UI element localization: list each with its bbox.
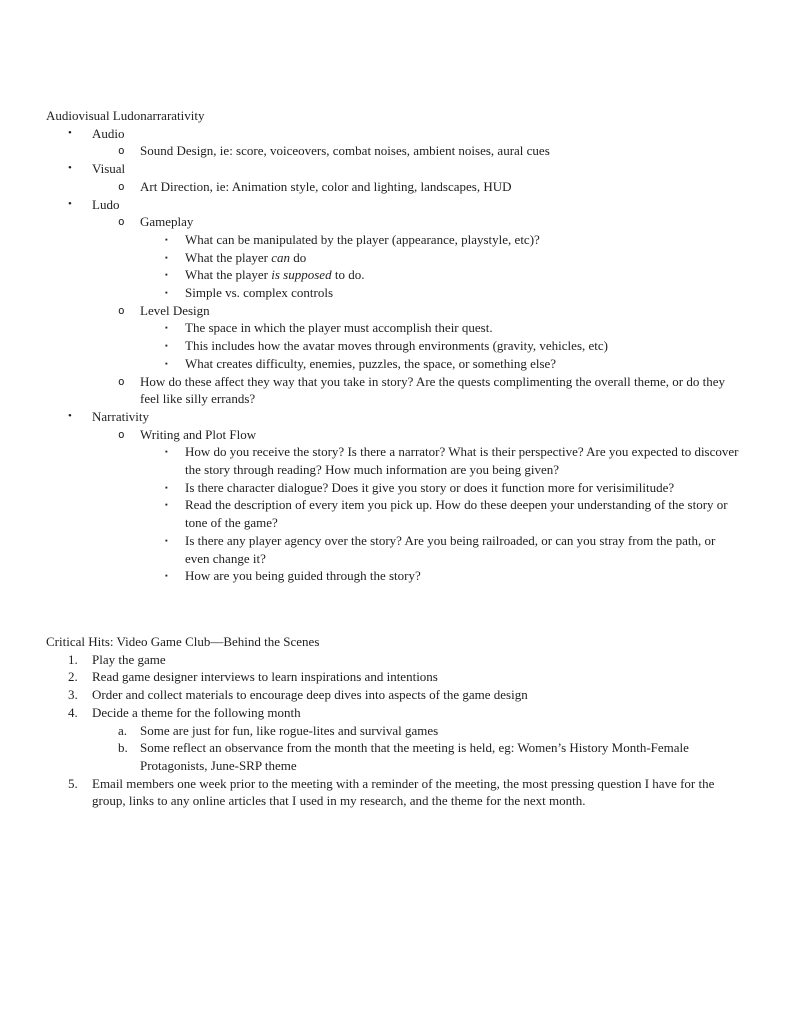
list-item-text	[92, 651, 743, 669]
list-item-text	[92, 408, 743, 426]
text-run: What creates difficulty, enemies, puzzles, the space, or something else?	[185, 355, 557, 371]
text-run: Some are just for fun, like rogue-lites and survival games	[140, 722, 439, 738]
list-item	[46, 668, 743, 686]
critical-hits-numbered-list	[46, 651, 743, 810]
list-item-text	[140, 302, 743, 320]
list-item	[46, 142, 743, 160]
list-item-text	[140, 213, 743, 231]
bullet-square-marker: ▪	[165, 571, 168, 581]
text-run: Is there any player agency over the story? Are you being railroaded, or can you stray from the path, or even change it?	[185, 532, 716, 566]
text-run: The space in which the player must accomplish their quest.	[185, 320, 493, 336]
bullet-square-marker: ▪	[165, 341, 168, 351]
text-run: Read game designer interviews to learn inspirations and intentions	[92, 669, 438, 685]
text-run: Visual	[92, 161, 126, 177]
bullet-square-marker: ▪	[165, 447, 168, 457]
list-item-text	[92, 196, 743, 214]
list-item	[46, 373, 743, 408]
text-run: Is there character dialogue? Does it give you story or does it function more for verisimilitude?	[185, 479, 675, 495]
list-item	[46, 302, 743, 320]
list-item-text	[185, 231, 743, 249]
text-run: Order and collect materials to encourage deep dives into aspects of the game design	[92, 687, 528, 703]
list-item-text	[92, 160, 743, 178]
list-item-text	[185, 266, 743, 284]
list-item	[46, 408, 743, 426]
list-item	[46, 704, 743, 722]
bullet-disc-marker: •	[68, 126, 72, 139]
bullet-disc-marker: •	[68, 409, 72, 422]
list-item	[46, 686, 743, 704]
list-item	[46, 355, 743, 373]
list-number-marker: 3.	[68, 687, 78, 703]
bullet-square-marker: ▪	[165, 535, 168, 545]
text-run: Audio	[92, 125, 125, 141]
list-item	[46, 775, 743, 810]
list-item-text	[185, 284, 743, 302]
ludonarrativity-outline-list	[46, 125, 743, 585]
section-ludonarrativity	[46, 107, 743, 585]
list-item	[46, 319, 743, 337]
text-run: Decide a theme for the following month	[92, 704, 301, 720]
text-run: Email members one week prior to the meeting with a reminder of the meeting, the most pressing question I have for the group, links to any online articles that I used in my research, and the theme for the next month.	[92, 775, 715, 809]
list-number-marker: 4.	[68, 704, 78, 720]
list-item-text	[140, 142, 743, 160]
text-run: How do you receive the story? Is there a narrator? What is their perspective? Are you expected to discover the story through reading? How much information are you being given?	[185, 444, 739, 478]
text-run: How are you being guided through the story?	[185, 568, 421, 584]
list-item	[46, 337, 743, 355]
bullet-circle-marker: o	[118, 144, 125, 158]
text-run: to do.	[331, 267, 365, 283]
list-item	[46, 739, 743, 774]
text-run: Read the description of every item you pick up. How do these deepen your understanding of the story or tone of the game?	[185, 497, 728, 531]
text-run: Writing and Plot Flow	[140, 426, 257, 442]
list-item-text	[185, 479, 743, 497]
list-item-text	[185, 443, 743, 478]
list-item	[46, 125, 743, 143]
bullet-square-marker: ▪	[165, 252, 168, 262]
bullet-circle-marker: o	[118, 215, 125, 229]
text-run: Ludo	[92, 196, 120, 212]
bullet-circle-marker: o	[118, 374, 125, 388]
text-run: What the player	[185, 267, 272, 283]
bullet-square-marker: ▪	[165, 500, 168, 510]
list-number-marker: a.	[118, 722, 128, 738]
text-run: How do these affect they way that you take in story? Are the quests complimenting the overall theme, or do they feel like silly errands?	[140, 373, 725, 407]
section-title-critical-hits: Critical Hits: Video Game Club—Behind the Scenes	[46, 633, 320, 649]
list-item-text	[185, 319, 743, 337]
list-item	[46, 479, 743, 497]
text-run: Narrativity	[92, 408, 150, 424]
text-run: Simple vs. complex controls	[185, 285, 334, 301]
list-item	[46, 178, 743, 196]
text-run: Gameplay	[140, 214, 194, 230]
bullet-disc-marker: •	[68, 162, 72, 175]
bullet-square-marker: ▪	[165, 234, 168, 244]
list-item-text	[92, 704, 743, 722]
section-title-ludonarrativity: Audiovisual Ludonarrarativity	[46, 108, 205, 123]
list-item-text	[185, 249, 743, 267]
text-run: What the player	[185, 249, 272, 265]
list-item-text	[185, 567, 743, 585]
list-item	[46, 266, 743, 284]
list-item	[46, 567, 743, 585]
list-number-marker: 1.	[68, 651, 78, 667]
text-run: Play the game	[92, 651, 166, 667]
text-run: Sound Design, ie: score, voiceovers, combat noises, ambient noises, aural cues	[140, 143, 550, 159]
list-item-text	[140, 722, 743, 740]
list-item-text	[140, 178, 743, 196]
text-run: Some reflect an observance from the month that the meeting is held, eg: Women’s History Month-Female Protagonists, June-SRP theme	[140, 740, 689, 773]
list-number-marker: 2.	[68, 669, 78, 685]
list-item-text	[185, 496, 743, 531]
list-item-text	[140, 426, 743, 444]
text-run: This includes how the avatar moves through environments (gravity, vehicles, etc)	[185, 338, 608, 354]
list-item	[46, 284, 743, 302]
list-item-text	[92, 686, 743, 704]
list-item	[46, 231, 743, 249]
list-item	[46, 443, 743, 478]
text-run: do	[290, 249, 307, 265]
list-item-text	[185, 532, 743, 567]
text-run: is supposed	[271, 267, 332, 283]
bullet-square-marker: ▪	[165, 482, 168, 492]
list-item	[46, 722, 743, 740]
list-number-marker: b.	[118, 740, 128, 756]
list-item-text	[185, 355, 743, 373]
list-item	[46, 213, 743, 231]
text-run: can	[271, 249, 291, 265]
list-item-text	[92, 125, 743, 143]
text-run: Level Design	[140, 302, 210, 318]
bullet-circle-marker: o	[118, 303, 125, 317]
section-critical-hits	[46, 633, 743, 810]
text-run: What can be manipulated by the player (appearance, playstyle, etc)?	[185, 231, 540, 247]
bullet-circle-marker: o	[118, 427, 125, 441]
list-item	[46, 651, 743, 669]
list-item-text	[92, 775, 743, 810]
list-item-text	[185, 337, 743, 355]
bullet-square-marker: ▪	[165, 288, 168, 298]
list-item-text	[140, 739, 743, 774]
bullet-disc-marker: •	[68, 197, 72, 210]
list-item-text	[92, 668, 743, 686]
text-run: Art Direction, ie: Animation style, color and lighting, landscapes, HUD	[140, 178, 512, 194]
list-item	[46, 249, 743, 267]
list-item	[46, 532, 743, 567]
bullet-circle-marker: o	[118, 179, 125, 193]
list-item	[46, 196, 743, 214]
list-item-text	[140, 373, 743, 408]
list-item	[46, 160, 743, 178]
bullet-square-marker: ▪	[165, 270, 168, 280]
list-number-marker: 5.	[68, 775, 78, 791]
list-item	[46, 496, 743, 531]
list-item	[46, 426, 743, 444]
bullet-square-marker: ▪	[165, 323, 168, 333]
bullet-square-marker: ▪	[165, 358, 168, 368]
